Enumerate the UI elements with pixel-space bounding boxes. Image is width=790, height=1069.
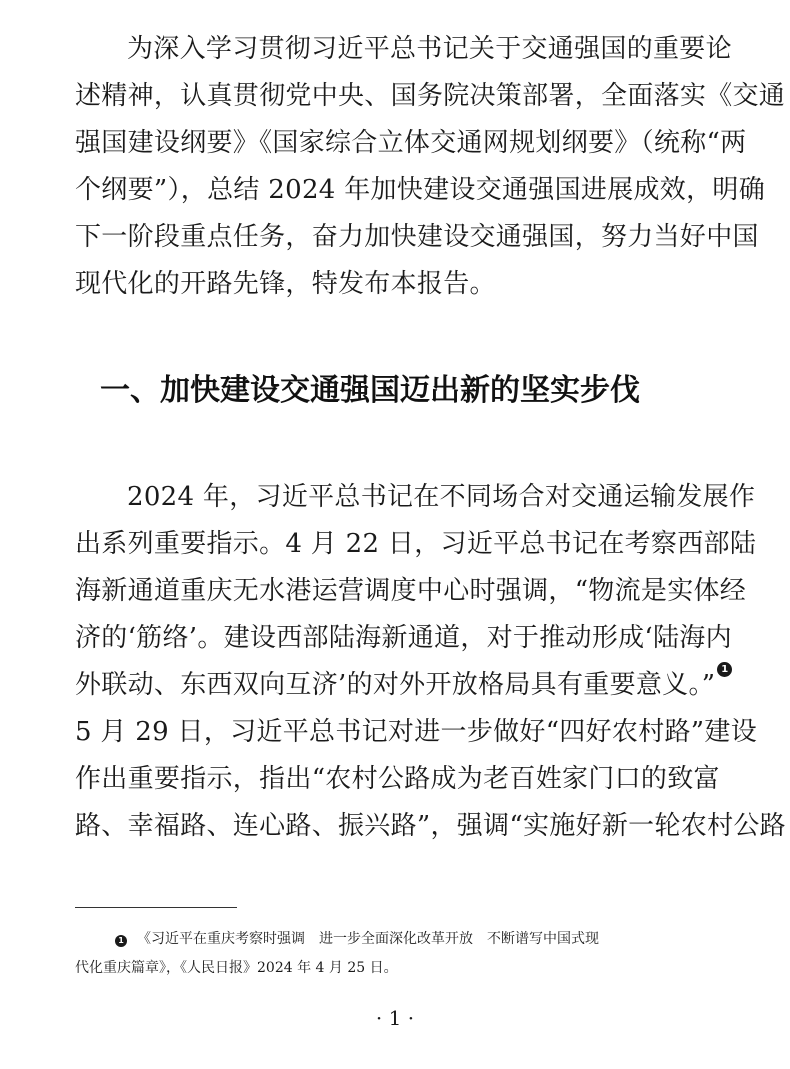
body-line-5 bbox=[75, 662, 729, 709]
body-line-8: 路、幸福路、连心路、振兴路”，强调“实施好新一轮农村公路 bbox=[75, 811, 786, 841]
footnote-line-1-text: 《习近平在重庆考察时强调 进一步全面深化改革开放 不断谱写中国式现 bbox=[137, 931, 599, 947]
intro-line-4: 个纲要”），总结 2024 年加快建设交通强国进展成效，明确 bbox=[75, 175, 765, 205]
body-line-1: 2024 年，习近平总书记在不同场合对交通运输发展作 bbox=[127, 482, 756, 512]
body-line-7: 作出重要指示，指出“农村公路成为老百姓家门口的致富 bbox=[75, 764, 720, 794]
footnote-line-2: 代化重庆篇章》，《人民日报》2024 年 4 月 25 日。 bbox=[75, 960, 398, 976]
body-line-5-text: 外联动、东西双向互济’的对外开放格局具有重要意义。” bbox=[75, 670, 716, 700]
body-line-2: 出系列重要指示。4 月 22 日，习近平总书记在考察西部陆 bbox=[75, 529, 757, 559]
footnote-divider bbox=[75, 907, 237, 908]
body-line-4: 济的‘筋络’。建设西部陆海新通道，对于推动形成‘陆海内 bbox=[75, 623, 732, 653]
footnote-line-1 bbox=[75, 925, 730, 954]
footnote-reference-marker[interactable]: 1 bbox=[717, 662, 732, 677]
footnote bbox=[75, 925, 730, 983]
intro-line-2: 述精神，认真贯彻党中央、国务院决策部署，全面落实《交通 bbox=[75, 81, 786, 111]
page-number: · 1 · bbox=[375, 1006, 415, 1030]
intro-paragraph bbox=[75, 26, 786, 308]
section-heading: 一、加快建设交通强国迈出新的坚实步伐 bbox=[100, 373, 640, 408]
body-line-3: 海新通道重庆无水港运营调度中心时强调，“物流是实体经 bbox=[75, 576, 747, 606]
intro-line-3: 强国建设纲要》《国家综合立体交通网规划纲要》（统称“两 bbox=[75, 128, 747, 158]
footnote-marker: 1 bbox=[115, 935, 127, 947]
body-paragraph bbox=[75, 474, 786, 850]
body-line-6: 5 月 29 日，习近平总书记对进一步做好“四好农村路”建设 bbox=[75, 717, 758, 747]
intro-line-6: 现代化的开路先锋，特发布本报告。 bbox=[75, 269, 496, 299]
intro-line-1: 为深入学习贯彻习近平总书记关于交通强国的重要论 bbox=[127, 34, 732, 64]
intro-line-5: 下一阶段重点任务，奋力加快建设交通强国，努力当好中国 bbox=[75, 222, 759, 252]
